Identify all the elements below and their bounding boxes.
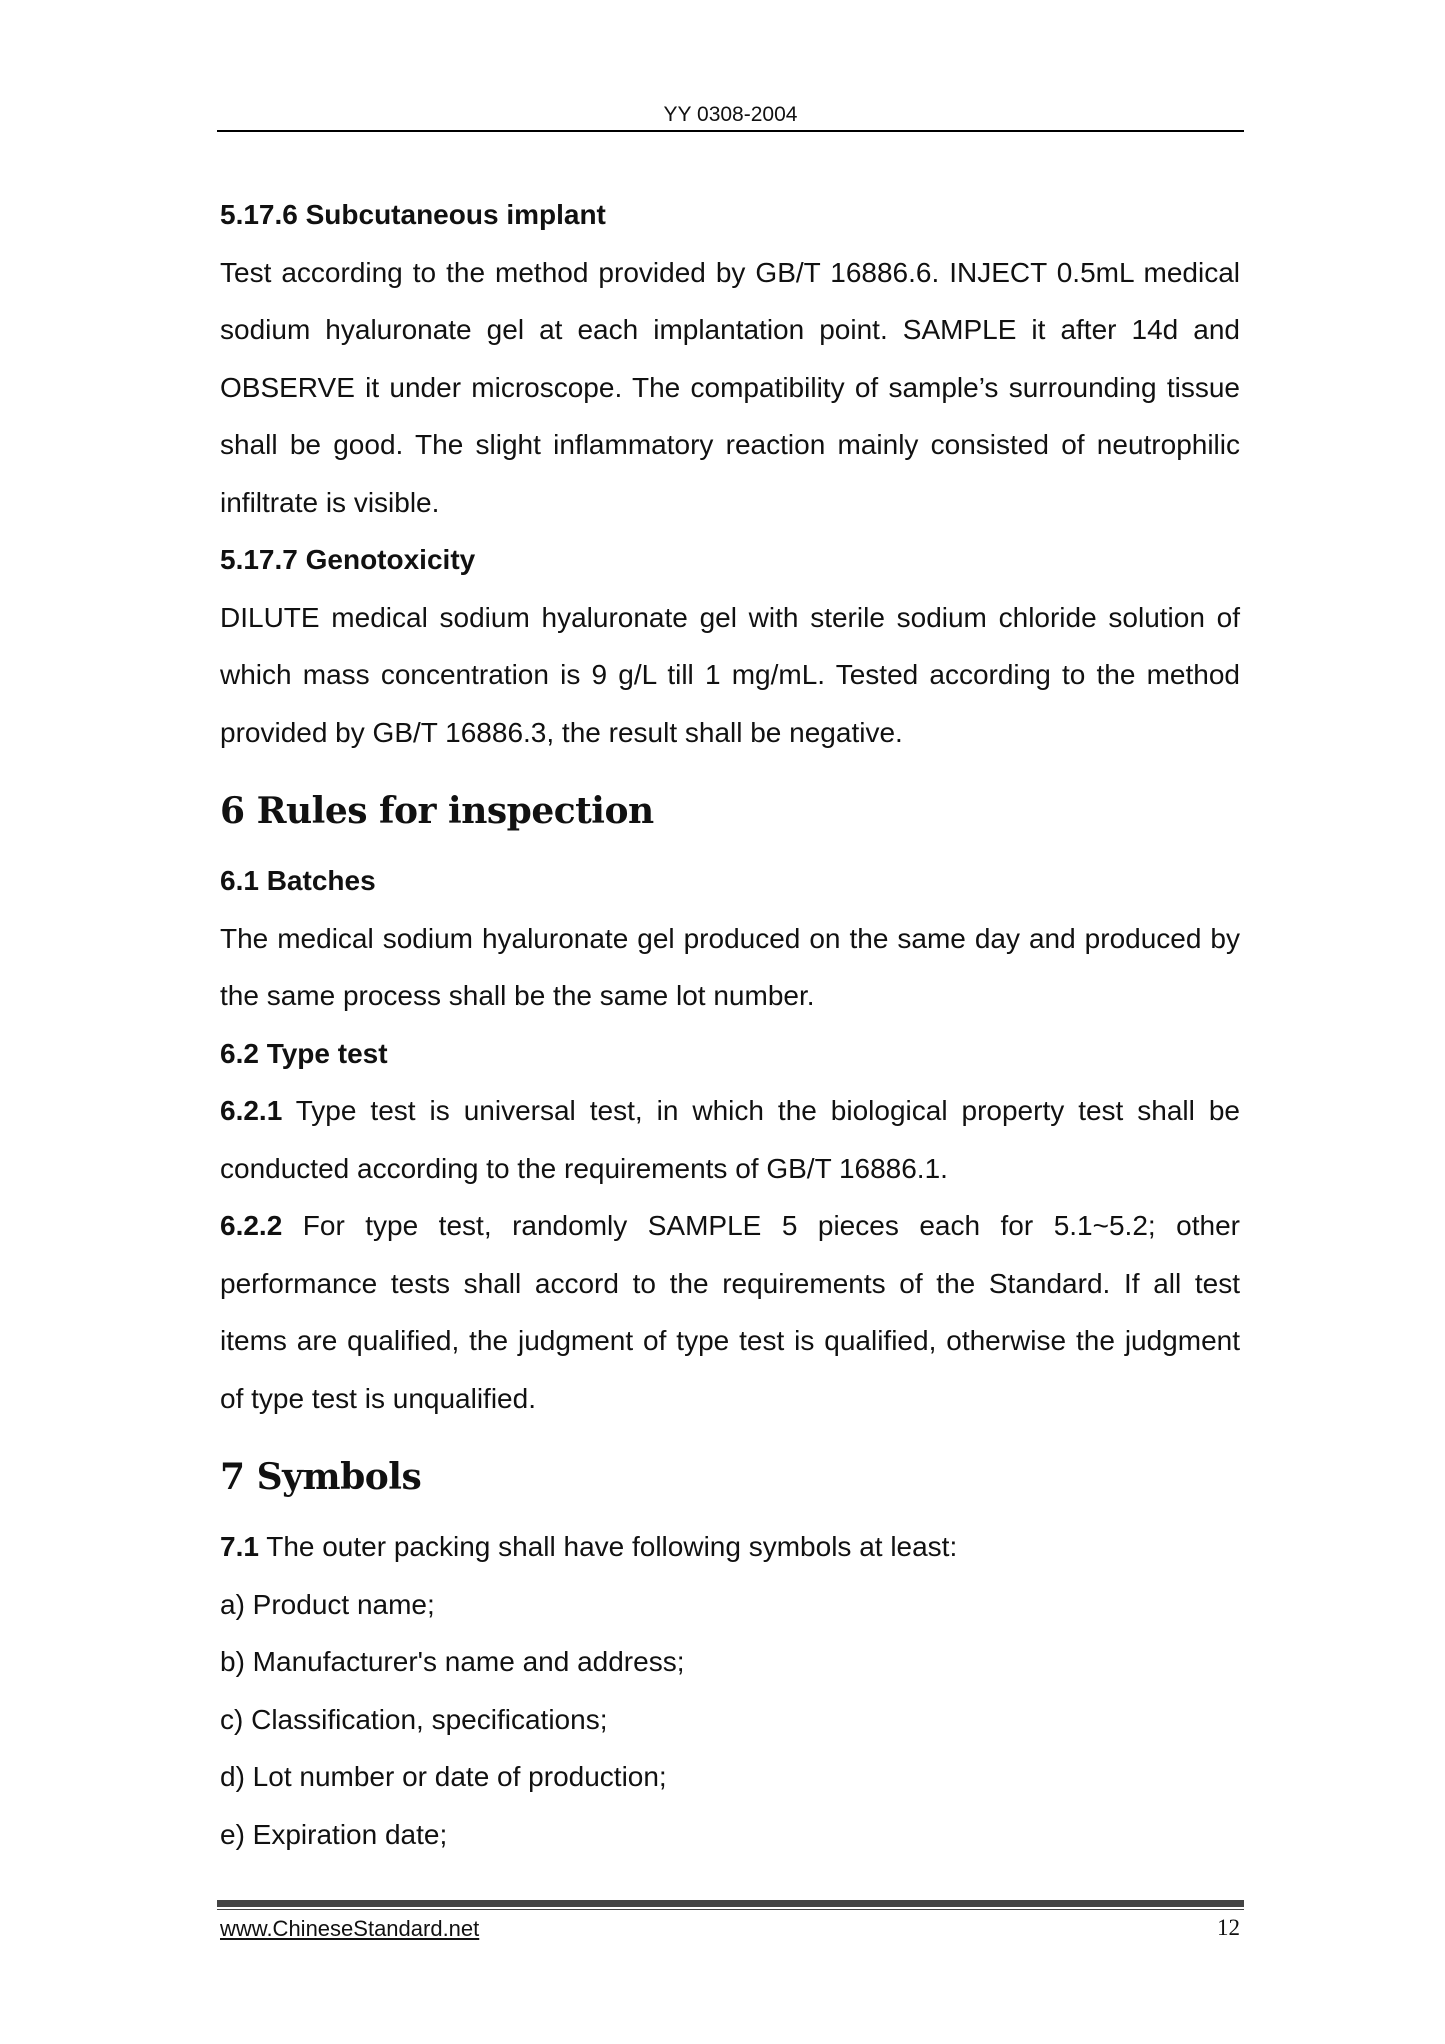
page-number: 12 xyxy=(1217,1915,1240,1940)
section-6-2-2-paragraph xyxy=(220,1197,1240,1427)
clause-text: The outer packing shall have following symbols at least: xyxy=(258,1531,958,1562)
section-5-17-6-text: Test according to the method provided by GB/T 16886.6. INJECT 0.5mL medical sodium hyaluronate gel at each implantation point. SAMPLE it after 14d and OBSERVE it under microscope. The compatibility of sample’s surrounding tissue shall be good. The slight inflammatory reaction mainly consisted of neutrophilic infiltrate is visible. xyxy=(220,256,1240,518)
list-item: c) Classification, specifications; xyxy=(220,1703,608,1735)
section-6-1-heading: 6.1 Batches xyxy=(220,865,376,896)
section-5-17-7-heading: 5.17.7 Genotoxicity xyxy=(220,544,476,575)
section-6-1-text: The medical sodium hyaluronate gel produced on the same day and produced by the same process shall be the same lot number. xyxy=(220,922,1240,1011)
section-5-17-7-text: DILUTE medical sodium hyaluronate gel with sterile sodium chloride solution of which mass concentration is 9 g/L till 1 mg/mL. Tested according to the method provided by GB/T 16886.3, the result shall be negative. xyxy=(220,601,1240,748)
list-item: e) Expiration date; xyxy=(220,1818,448,1850)
page-body xyxy=(220,186,1240,1863)
list-item: a) Product name; xyxy=(220,1588,435,1620)
clause-text: Type test is universal test, in which the biological property test shall be conducted according to the requirements of GB/T 16886.1. xyxy=(220,1095,1240,1184)
section-6-2-1-paragraph xyxy=(220,1082,1240,1197)
section-6-2-heading: 6.2 Type test xyxy=(220,1037,388,1069)
section-5-17-6-heading: 5.17.6 Subcutaneous implant xyxy=(220,199,606,230)
section-7-1-paragraph xyxy=(220,1518,1240,1576)
header-doc-id: YY 0308-2004 xyxy=(663,103,798,126)
section-6-heading: 6 Rules for inspection xyxy=(220,790,654,832)
clause-number: 6.2.2 xyxy=(220,1210,283,1241)
section-7-heading: 7 Symbols xyxy=(220,1456,422,1498)
clause-number: 7.1 xyxy=(220,1531,259,1562)
header-divider xyxy=(217,130,1244,132)
clause-number: 6.2.1 xyxy=(220,1095,283,1126)
footer-divider-thin xyxy=(217,1909,1244,1910)
footer-website-link[interactable]: www.ChineseStandard.net xyxy=(220,1916,480,1941)
clause-text: For type test, randomly SAMPLE 5 pieces each for 5.1~5.2; other performance tests shall accord to the requirements of the Standard. If all test items are qualified, the judgment of type test is qualified, otherwise the judgment of type test is unqualified. xyxy=(220,1210,1240,1414)
list-item: b) Manufacturer's name and address; xyxy=(220,1646,685,1677)
list-item: d) Lot number or date of production; xyxy=(220,1761,667,1792)
footer-divider-thick xyxy=(217,1900,1244,1907)
